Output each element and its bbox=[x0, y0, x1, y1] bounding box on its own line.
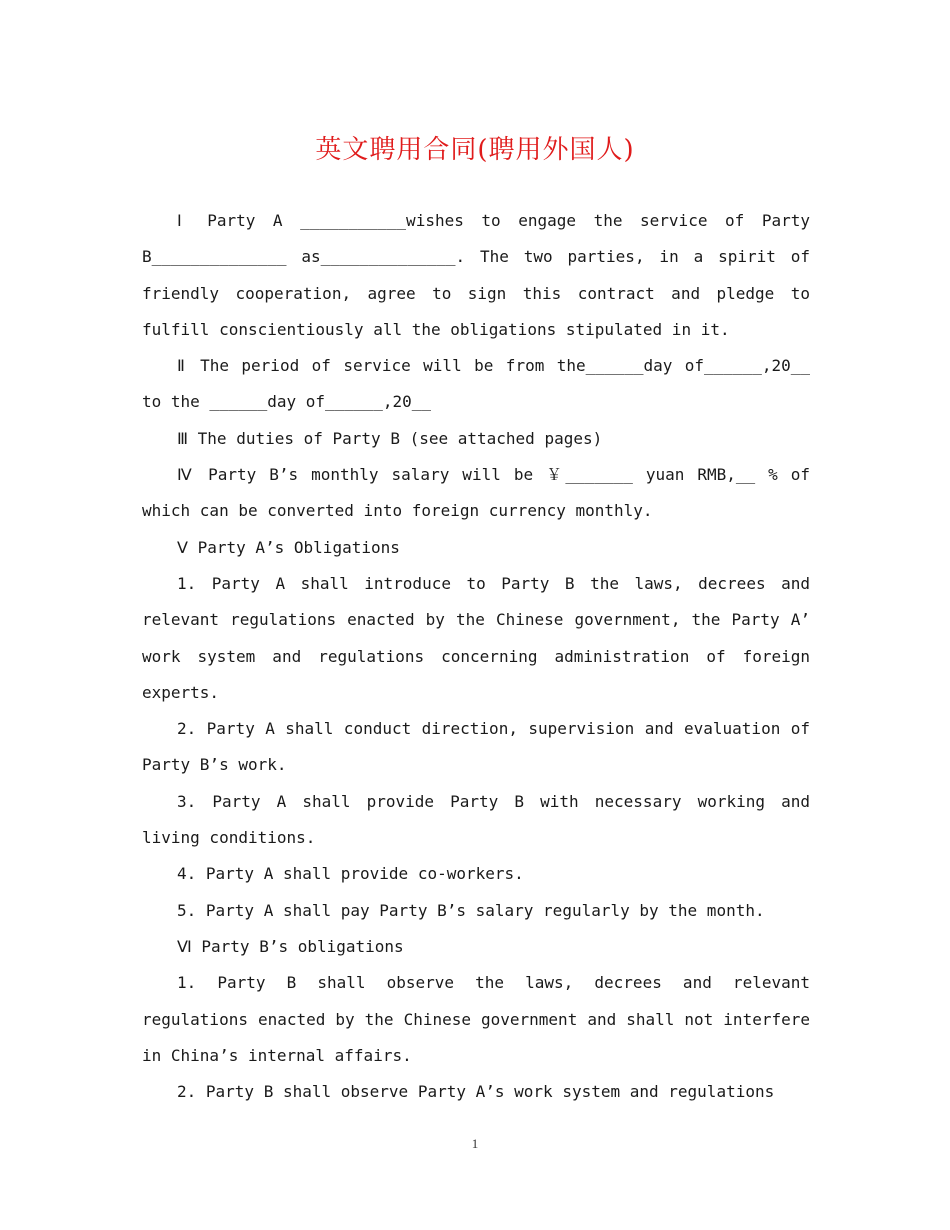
document-title: 英文聘用合同(聘用外国人) bbox=[315, 135, 635, 165]
party-a-obligation-4: 4. Party A shall provide co-workers. bbox=[177, 864, 524, 884]
clause-1-engagement: Ⅰ Party A ___________wishes to engage the service of Party B______________ as______________. The two parties, in a spirit of friendly cooperation, agree to sign this contract and pledge to fulfill conscientiously all the obligations stipulated in it. bbox=[142, 211, 810, 339]
clause-3-duties: Ⅲ The duties of Party B (see attached pages) bbox=[177, 428, 603, 448]
clause-6-heading-party-b-obligations: Ⅵ Party B’s obligations bbox=[177, 936, 404, 956]
party-a-obligation-3: 3. Party A shall provide Party B with necessary working and living conditions. bbox=[142, 791, 810, 848]
page-number: 1 bbox=[471, 1136, 479, 1151]
clause-2-period-of-service: Ⅱ The period of service will be from the______day of______,20__ to the ______day of______,20__ bbox=[142, 356, 810, 412]
clause-4-salary: Ⅳ Party B’s monthly salary will be ￥_______ yuan RMB,__ % of which can be converted into foreign currency monthly. bbox=[142, 465, 810, 521]
party-a-obligation-2: 2. Party A shall conduct direction, supervision and evaluation of Party B’s work. bbox=[142, 719, 810, 775]
contract-body bbox=[142, 203, 810, 1110]
clause-5-heading-party-a-obligations: Ⅴ Party A’s Obligations bbox=[177, 537, 400, 557]
party-a-obligation-5: 5. Party A shall pay Party B’s salary regularly by the month. bbox=[177, 900, 765, 920]
party-b-obligation-1: 1. Party B shall observe the laws, decrees and relevant regulations enacted by the Chinese government and shall not interfere in China’s internal affairs. bbox=[142, 973, 810, 1065]
party-a-obligation-1: 1. Party A shall introduce to Party B the laws, decrees and relevant regulations enacted by the Chinese government, the Party A’ work system and regulations concerning administration of foreign experts. bbox=[142, 573, 810, 702]
party-b-obligation-2: 2. Party B shall observe Party A’s work system and regulations bbox=[177, 1082, 775, 1102]
